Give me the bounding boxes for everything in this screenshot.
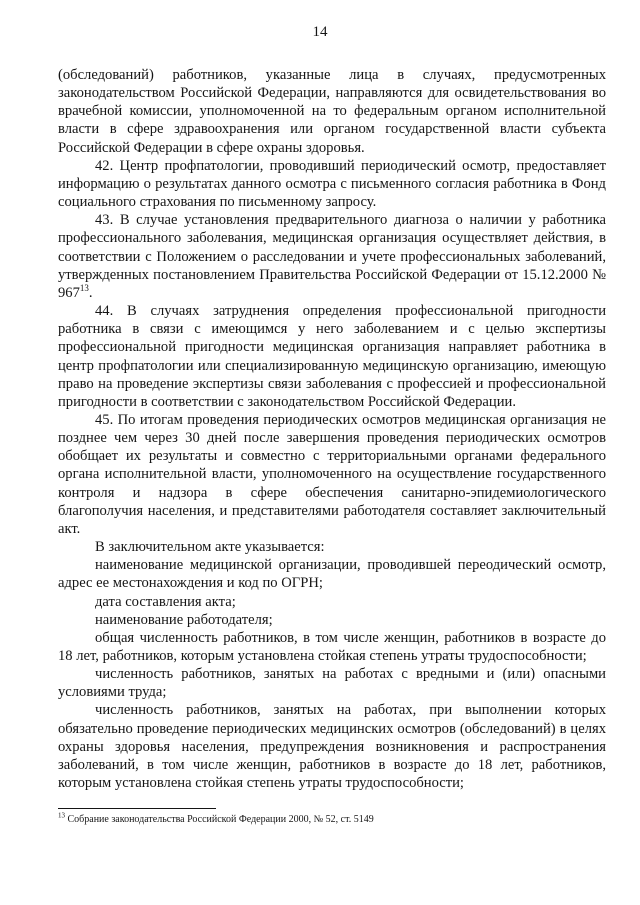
act-item-organization: наименование медицинской организации, проводившей переодический осмотр, адрес ее местонахождения и код по ОГРН; xyxy=(58,557,606,592)
document-body xyxy=(58,66,606,792)
act-item-employer: наименование работодателя; xyxy=(95,611,273,628)
act-item-mandatory-exam-workers: численность работников, занятых на работах, при выполнении которых обязательно проведение периодических медицинских осмотров (обследований) в целях охраны здоровья населения, предупреждения возникновения и распространения заболеваний, в том числе женщин, работников в возрасте до 18 лет, работников, которым установлена стойкая степень утраты трудоспособности; xyxy=(58,702,606,792)
paragraph-42: 42. Центр профпатологии, проводивший периодический осмотр, предоставляет информацию о результатах данного осмотра с письменного согласия работника в Фонд социального страхования по письменному запросу. xyxy=(58,157,606,211)
paragraph-43-end: . xyxy=(88,284,93,301)
footnote-marker: 13 xyxy=(58,811,65,820)
footnote-divider xyxy=(58,808,216,809)
page-number: 14 xyxy=(312,24,328,40)
act-item-hazardous-workers: численность работников, занятых на работах с вредными и (или) опасными условиями труда; xyxy=(58,666,606,701)
footnote xyxy=(58,811,606,826)
footnote-text: Собрание законодательства Российской Федерации 2000, № 52, ст. 5149 xyxy=(65,814,374,825)
act-item-total-workers: общая численность работников, в том числе женщин, работников в возрасте до 18 лет, работников, которым установлена стойкая степень утраты трудоспособности; xyxy=(58,629,606,664)
act-contents-intro: В заключительном акте указывается: xyxy=(95,539,325,556)
paragraph-continuation: (обследований) работников, указанные лица в случаях, предусмотренных законодательством Российской Федерации, направляются для освидетельствования во врачебной комиссии, уполномоченной на то федеральным органом исполнительной власти в сфере здравоохранения или органом государственной власти субъекта Российской Федерации в сфере охраны здоровья. xyxy=(58,67,606,156)
footnote-reference: 13 xyxy=(79,283,89,294)
paragraph-45: 45. По итогам проведения периодических осмотров медицинская организация не позднее чем через 30 дней после завершения проведения периодических осмотров обобщает их результаты и совместно с территориальными органами федерального органа исполнительной власти, уполномоченного на осуществление государственного контроля и надзора в сфере обеспечения санитарно-эпидемиологического благополучия населения, и представителями работодателя составляет заключительный акт. xyxy=(58,411,606,537)
paragraph-43-text: 43. В случае установления предварительного диагноза о наличии у работника профессионального заболевания, медицинская организация осуществляет действия, в соответствии с Положением о расследовании и учете профессиональных заболеваний, утвержденных постановлением Правительства Российской Федерации от 15.12.2000 № 967 xyxy=(58,212,606,301)
act-item-date: дата составления акта; xyxy=(95,593,236,610)
paragraph-43 xyxy=(58,211,606,302)
paragraph-44: 44. В случаях затруднения определения профессиональной пригодности работника в связи с имеющимся у него заболеванием и с целью экспертизы профессиональной пригодности медицинская организация направляет работника в центр профпатологии или специализированную медицинскую организацию, имеющую право на проведение экспертизы связи заболевания с профессией и профессиональной пригодности в соответствии с законодательством Российской Федерации. xyxy=(58,303,606,410)
